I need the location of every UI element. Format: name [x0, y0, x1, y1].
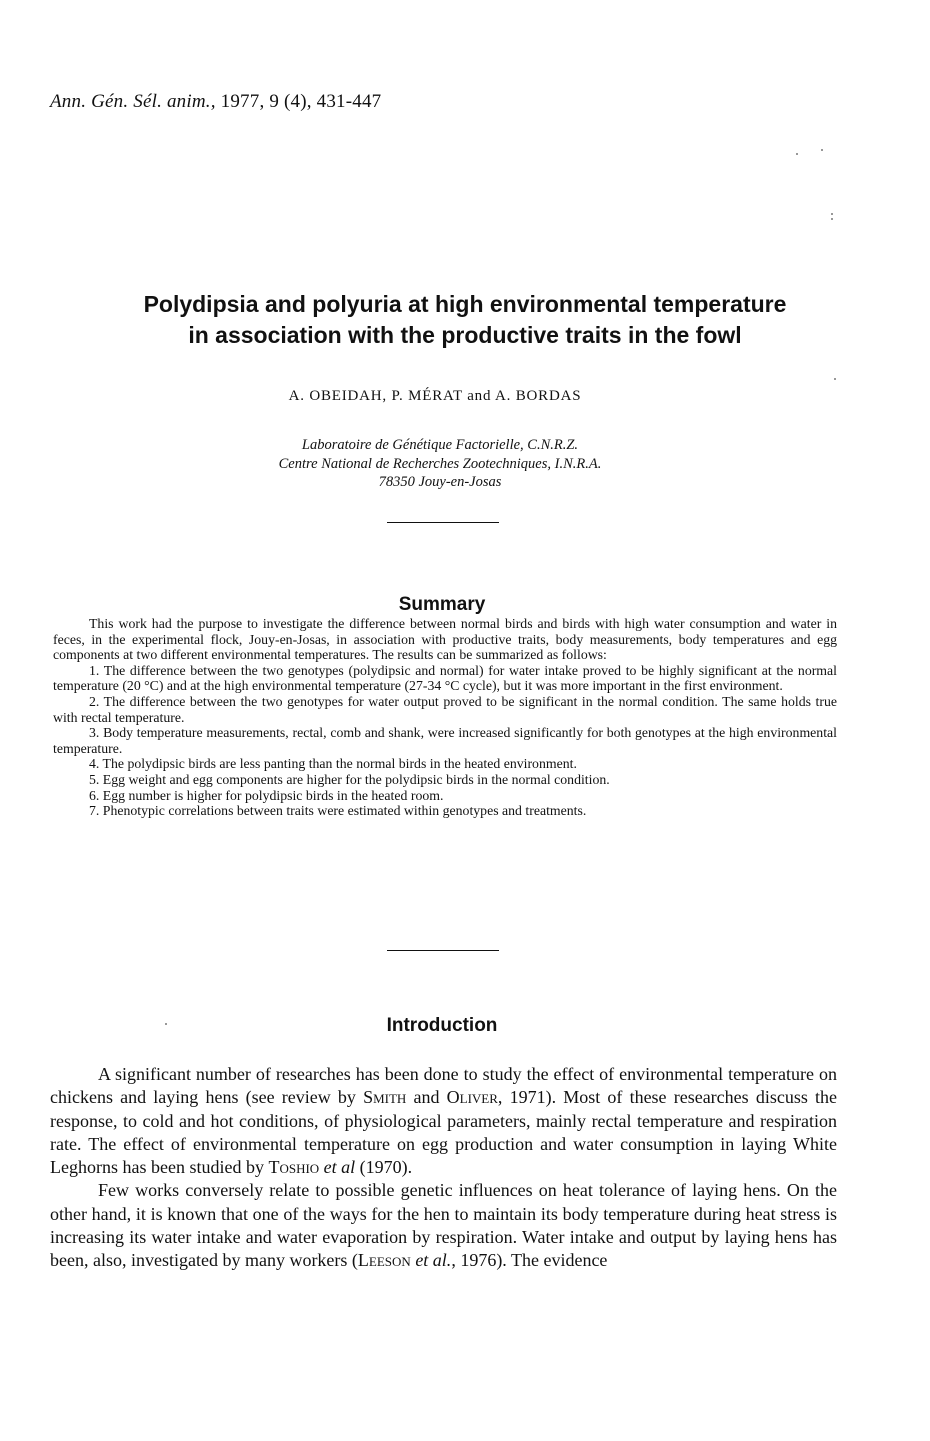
cited-author: Toshio	[268, 1157, 320, 1178]
title-line-2: in association with the productive traits in the fowl	[188, 322, 742, 348]
summary-point: 6. Egg number is higher for polydipsic birds in the heated room.	[89, 787, 444, 803]
summary-point: 4. The polydipsic birds are less panting than the normal birds in the heated environment.	[89, 756, 577, 772]
summary-point: 5. Egg weight and egg components are higher for the polydipsic birds in the normal condition.	[89, 771, 610, 787]
text-run: A significant number of researches has been done to study the effect of environmental temperature on chickens and laying hens (see review by	[50, 1064, 837, 1108]
scan-speck	[831, 213, 833, 215]
cited-author: Smith	[363, 1087, 407, 1108]
text-run: and	[406, 1087, 447, 1108]
affiliation-line-3: 78350 Jouy-en-Josas	[378, 474, 502, 490]
et-al: et al.	[415, 1250, 452, 1271]
intro-paragraph	[50, 1179, 837, 1272]
intro-paragraph	[50, 1063, 837, 1179]
scan-speck	[834, 378, 836, 380]
introduction-heading: Introduction	[386, 1015, 498, 1036]
et-al: et al	[323, 1157, 356, 1178]
text-run: , 1976). The evidence	[451, 1250, 608, 1271]
affiliation-line-1: Laboratoire de Génétique Factorielle, C.N.R.Z.	[301, 437, 579, 453]
scan-speck	[821, 149, 823, 151]
summary-heading: Summary	[398, 594, 486, 615]
scan-speck	[796, 153, 798, 155]
text-run: Few works conversely relate to possible genetic influences on heat tolerance of laying hens. On the other hand, it is known that one of the ways for the hen to maintain its body temperature during heat stress is increasing its water intake and water evaporation by respiration. Water intake and output by laying hens has been, also, investigated by many workers (	[50, 1180, 837, 1271]
cited-author: Leeson	[357, 1250, 411, 1271]
journal-citation	[50, 91, 381, 113]
affiliation-line-2: Centre National de Recherches Zootechniques, I.N.R.A.	[278, 455, 602, 472]
author-list: A. OBEIDAH, P. MÉRAT and A. BORDAS	[288, 388, 582, 404]
summary-point: 1. The difference between the two genotypes (polydipsic and normal) for water intake proved to be highly significant at the normal temperature (20 °C) and at the high environmental temperature (27-34 °C cycle), but it was more important in the first environment.	[53, 662, 837, 694]
section-divider	[387, 522, 499, 523]
summary-point: 7. Phenotypic correlations between traits were estimated within genotypes and treatments.	[89, 803, 587, 819]
section-divider	[387, 950, 499, 951]
text-run: (1970).	[355, 1157, 413, 1178]
scan-speck	[831, 218, 833, 220]
text-run: , 1971). Most of these researches discuss the response, to cold and hot conditions, of physiological parameters, mainly rectal temperature and respiration rate. The effect of environmental temperature on egg production and water consumption in laying White Leghorns has been studied by	[50, 1087, 837, 1178]
journal-abbrev: Ann. Gén. Sél. anim.,	[50, 91, 216, 112]
introduction-body	[50, 1063, 837, 1273]
summary-point: 2. The difference between the two genotypes for water output proved to be significant in the normal condition. The same holds true with rectal temperature.	[53, 693, 837, 725]
journal-volume-pages: 1977, 9 (4), 431-447	[220, 91, 382, 112]
summary-body	[53, 616, 837, 819]
summary-point: 3. Body temperature measurements, rectal, comb and shank, were increased significantly for both genotypes at the high environmental temperature.	[53, 725, 837, 756]
title-line-1: Polydipsia and polyuria at high environmental temperature	[143, 291, 787, 317]
affiliation	[0, 436, 880, 492]
cited-author: Oliver	[446, 1087, 498, 1108]
paper-title	[40, 289, 890, 351]
summary-intro: This work had the purpose to investigate the difference between normal birds and birds with high water consumption and water in feces, in the experimental flock, Jouy-en-Josas, in association with productive traits, body measurements, body temperatures and egg components at two different environmental temperatures. The results can be summarized as follows:	[53, 616, 837, 663]
